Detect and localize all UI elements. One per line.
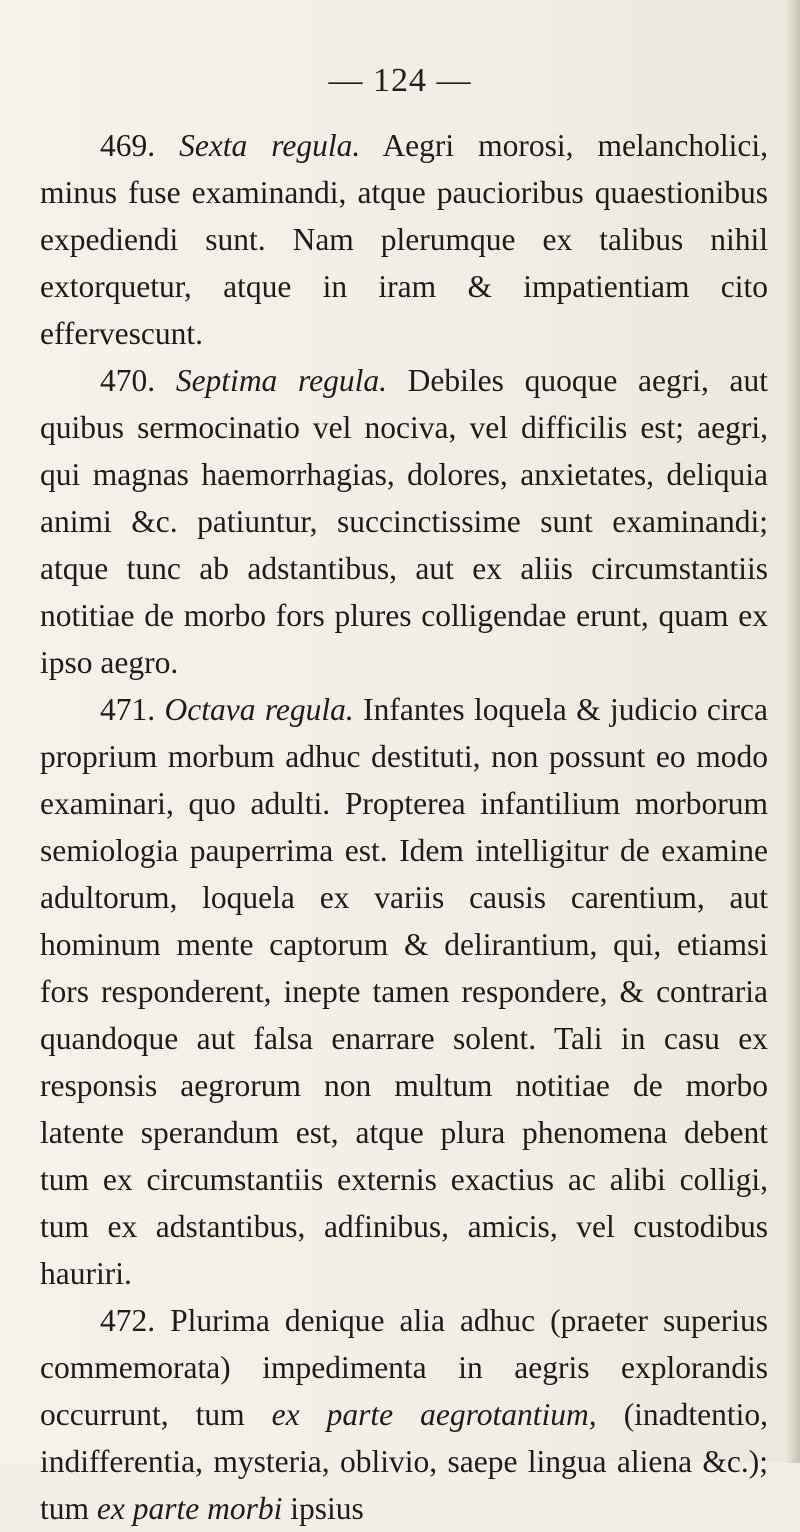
- paragraph-text: Plurima denique alia adhuc (praeter superius commemorata) impedimenta in aegris explorandis occurrunt, tum: [40, 1303, 769, 1432]
- paragraph-472: [40, 1297, 768, 1532]
- paragraph-text: Debiles quoque aegri, aut quibus sermocinatio vel nociva, vel difficilis est; aegri, qui magnas haemorrhagias, dolores, anxietates, deliquia animi &c. patiuntur, succinctissime sunt examinandi; atque tunc ab adstantibus, aut ex aliis circumstantiis notitiae de morbo fors plures colligendae erunt, quam ex ipso aegro.: [40, 363, 769, 680]
- paragraph-470: [40, 357, 768, 686]
- paragraph-heading: Septima regula.: [175, 363, 387, 398]
- emphasis-aegrotantium: ex parte aegrotantium,: [271, 1397, 597, 1432]
- paragraph-number: 471.: [100, 692, 156, 727]
- page-number-header: — 124 —: [328, 62, 472, 99]
- paragraph-number: 470.: [100, 363, 156, 398]
- paragraph-text: Aegri morosi, melancholici, minus fuse examinandi, atque paucioribus quaestionibus expediendi sunt. Nam plerumque ex talibus nihil extorquetur, atque in iram & impatientiam cito effervescunt.: [40, 128, 769, 351]
- paragraph-471: [40, 686, 768, 1297]
- paragraph-number: 472.: [100, 1303, 156, 1338]
- paragraph-text: (inadtentio, indifferentia, mysteria, oblivio, saepe lingua aliena &c.); tum: [40, 1397, 769, 1526]
- body-text: [40, 122, 768, 1532]
- paragraph-heading: Sexta regula.: [179, 128, 361, 163]
- paragraph-text: ipsius: [290, 1491, 364, 1526]
- page-edge-shadow: [786, 0, 800, 1463]
- paragraph-text: Infantes loquela & judicio circa proprium morbum adhuc destituti, non possunt eo modo examinari, quo adulti. Propterea infantilium morborum semiologia pauperrima est. Idem intelligitur de examine adultorum, loquela ex variis causis carentium, aut hominum mente captorum & delirantium, qui, etiamsi fors responderent, inepte tamen respondere, & contraria quandoque aut falsa enarrare solent. Tali in casu ex responsis aegrorum non multum notitiae de morbo latente sperandum est, atque plura phenomena debent tum ex circumstantiis externis exactius ac alibi colligi, tum ex adstantibus, adfinibus, amicis, vel custodibus hauriri.: [40, 692, 769, 1291]
- paragraph-number: 469.: [100, 128, 156, 163]
- emphasis-morbi: ex parte morbi: [96, 1491, 283, 1526]
- paragraph-469: [40, 122, 768, 357]
- paragraph-heading: Octava regula.: [164, 692, 354, 727]
